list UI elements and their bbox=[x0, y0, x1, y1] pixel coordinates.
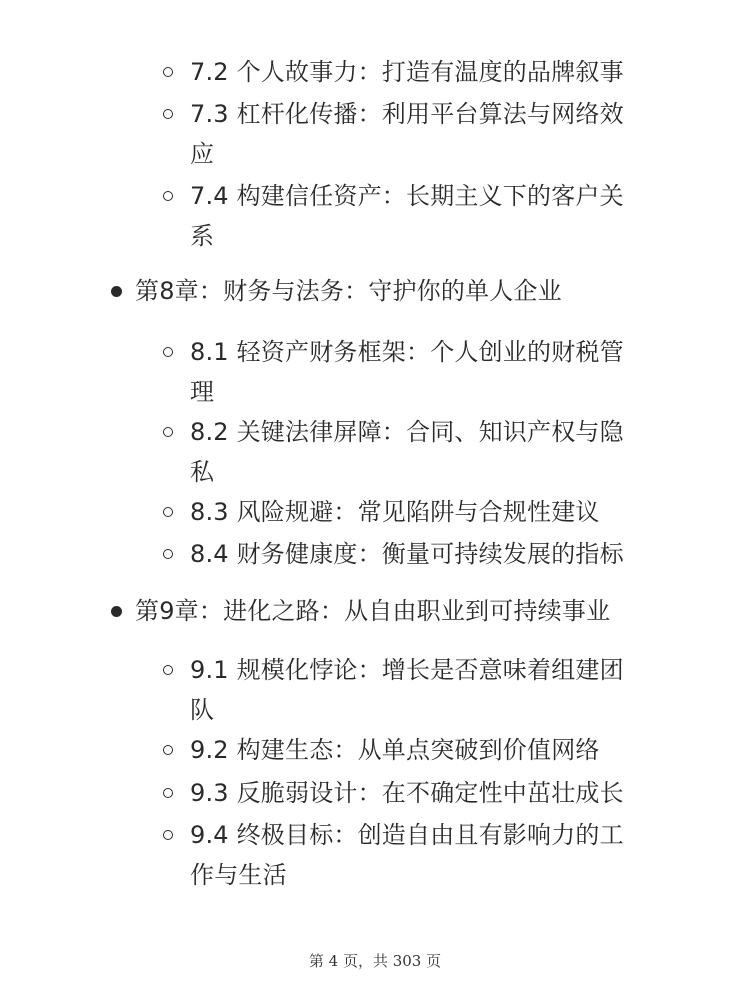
list-item-text: 8.3 风险规避：常见陷阱与合规性建议 bbox=[190, 498, 600, 526]
circle-bullet-icon bbox=[163, 507, 173, 517]
list-item-text: 9.4 终极目标：创造自由且有影响力的工 bbox=[190, 821, 624, 849]
circle-bullet-icon bbox=[163, 788, 173, 798]
circle-bullet-icon bbox=[163, 830, 173, 840]
chapter-title: 第9章：进化之路：从自由职业到可持续事业 bbox=[135, 597, 611, 625]
circle-bullet-icon bbox=[163, 549, 173, 559]
list-item bbox=[190, 534, 624, 574]
circle-bullet-icon bbox=[163, 427, 173, 437]
list-item-text-continued: 作与生活 bbox=[190, 861, 287, 889]
list-item bbox=[190, 332, 624, 412]
page-number-footer: 第 4 页，共 303 页 bbox=[308, 952, 442, 970]
circle-bullet-icon bbox=[163, 191, 173, 201]
list-item-text: 7.4 构建信任资产：长期主义下的客户关 bbox=[190, 182, 624, 210]
list-item bbox=[190, 650, 624, 730]
list-item-text: 9.3 反脆弱设计：在不确定性中茁壮成长 bbox=[190, 779, 624, 807]
list-item-text: 8.1 轻资产财务框架：个人创业的财税管 bbox=[190, 338, 624, 366]
list-item-text-continued: 私 bbox=[190, 458, 215, 486]
list-item-text: 8.2 关键法律屏障：合同、知识产权与隐 bbox=[190, 418, 624, 446]
disc-bullet-icon bbox=[111, 606, 122, 617]
list-item bbox=[190, 94, 624, 174]
circle-bullet-icon bbox=[163, 347, 173, 357]
chapter-heading bbox=[135, 271, 562, 311]
chapter-title: 第8章：财务与法务：守护你的单人企业 bbox=[135, 277, 562, 305]
circle-bullet-icon bbox=[163, 109, 173, 119]
list-item-text: 7.3 杠杆化传播：利用平台算法与网络效 bbox=[190, 100, 624, 128]
list-item-text-continued: 系 bbox=[190, 222, 215, 250]
disc-bullet-icon bbox=[111, 286, 122, 297]
list-item-text-continued: 应 bbox=[190, 140, 215, 168]
list-item bbox=[190, 176, 624, 256]
list-item-text: 9.1 规模化悖论：增长是否意味着组建团 bbox=[190, 656, 624, 684]
circle-bullet-icon bbox=[163, 67, 173, 77]
list-item-text-continued: 理 bbox=[190, 378, 215, 406]
list-item bbox=[190, 815, 624, 895]
chapter-heading bbox=[135, 591, 610, 631]
list-item bbox=[190, 492, 600, 532]
list-item-text: 9.2 构建生态：从单点突破到价值网络 bbox=[190, 736, 600, 764]
list-item bbox=[190, 773, 624, 813]
list-item-text-continued: 队 bbox=[190, 696, 215, 724]
list-item bbox=[190, 730, 600, 770]
circle-bullet-icon bbox=[163, 665, 173, 675]
list-item-text: 7.2 个人故事力：打造有温度的品牌叙事 bbox=[190, 58, 624, 86]
list-item bbox=[190, 52, 624, 92]
circle-bullet-icon bbox=[163, 745, 173, 755]
list-item-text: 8.4 财务健康度：衡量可持续发展的指标 bbox=[190, 540, 624, 568]
list-item bbox=[190, 412, 624, 492]
